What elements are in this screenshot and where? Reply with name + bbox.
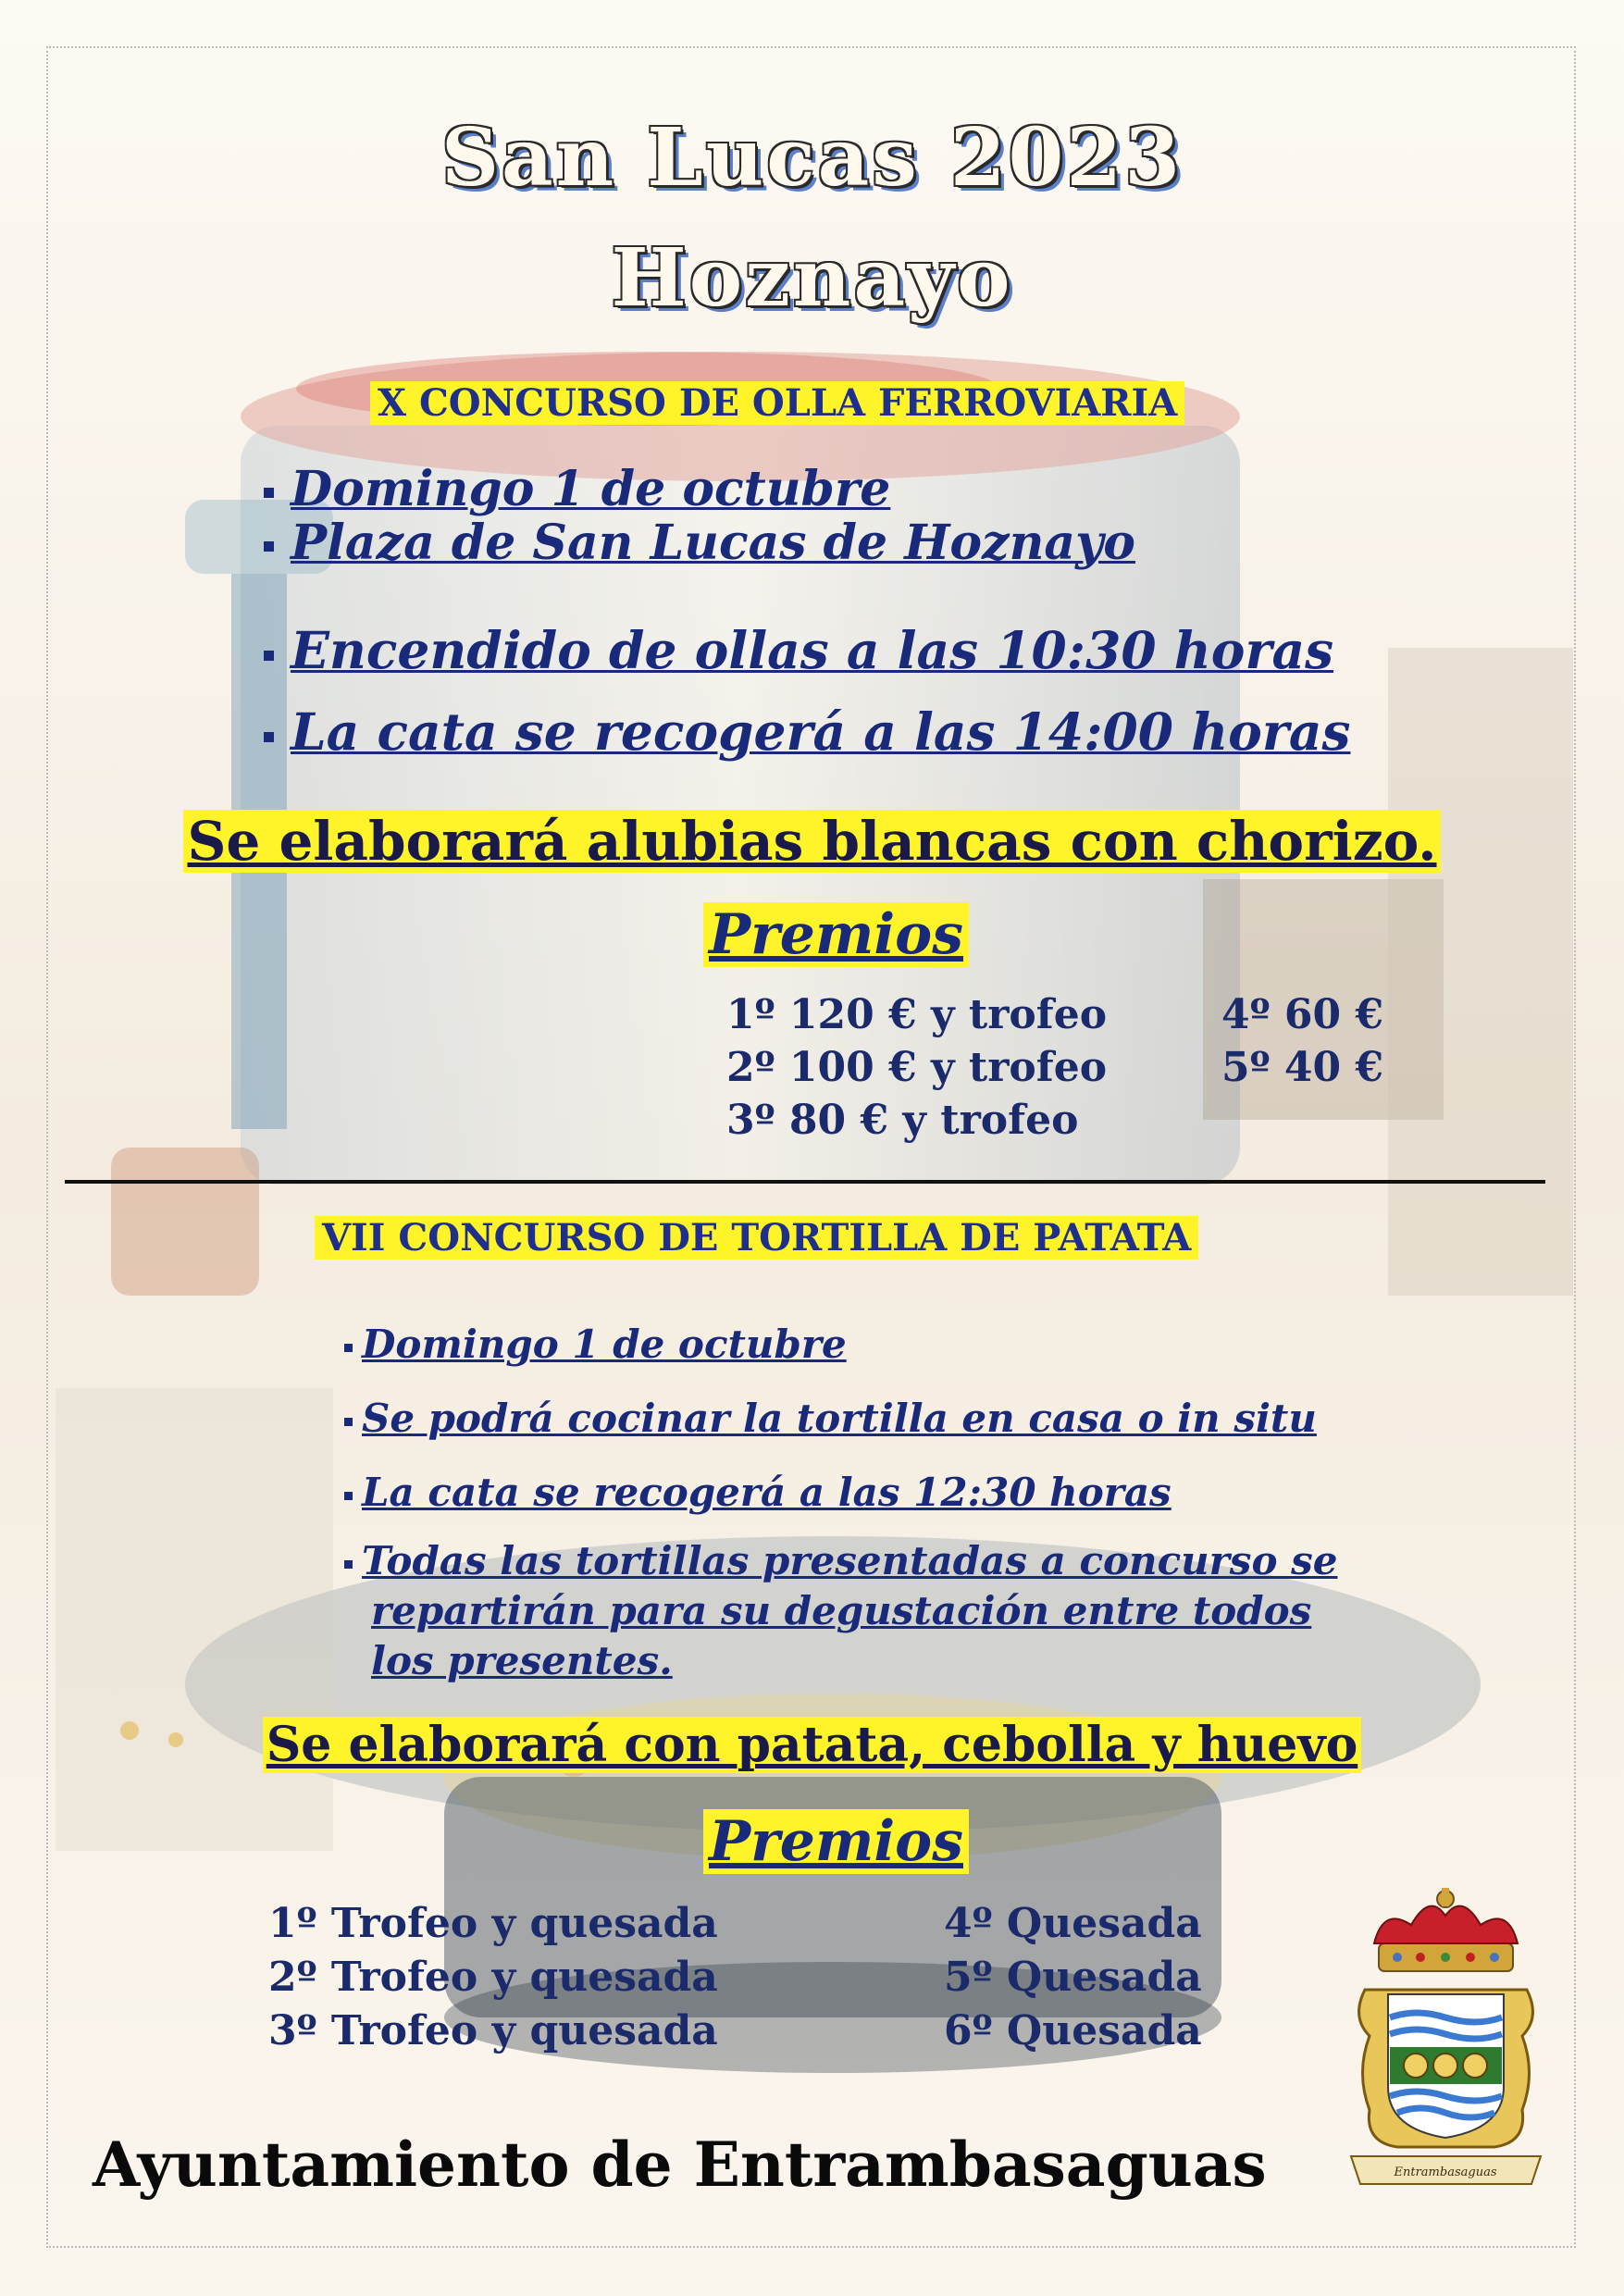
- bullet-square-icon: [344, 1344, 353, 1352]
- tortilla-prizes-col2: [944, 1897, 1202, 2058]
- bullet-square-icon: [264, 732, 274, 742]
- title-line-1: San Lucas 2023: [440, 111, 1184, 205]
- bullet-square-icon: [264, 651, 274, 661]
- olla-prizes-col1: [726, 988, 1107, 1147]
- bullet-square-icon: [344, 1560, 353, 1569]
- prize-item: 3º Trofeo y quesada: [268, 2007, 718, 2054]
- bullet-square-icon: [344, 1418, 353, 1426]
- tortilla-bullet-long: Todas las tortillas presentadas a concurso se repartirán para su degustación entre todos los presentes.: [344, 1536, 1337, 1686]
- olla-heading: [370, 381, 1184, 425]
- crest-label: Entrambasaguas: [1394, 2166, 1497, 2179]
- tortilla-bullet: Domingo 1 de octubre: [344, 1322, 847, 1367]
- prize-item: 3º 80 € y trofeo: [726, 1097, 1079, 1144]
- olla-premios-title: Premios: [703, 902, 969, 967]
- bullet-square-icon: [264, 488, 274, 498]
- olla-bullet: Plaza de San Lucas de Hoznayo: [264, 516, 1135, 570]
- organizer-name: Ayuntamiento de Entrambasaguas: [93, 2128, 1267, 2201]
- title-line-2: Hoznayo: [611, 231, 1013, 325]
- prize-item: 4º Quesada: [944, 1900, 1202, 1947]
- prize-item: 4º 60 €: [1221, 991, 1384, 1038]
- entrambasaguas-crest-icon: [1346, 1888, 1545, 2193]
- olla-bullets: [264, 463, 1135, 570]
- prize-item: 1º Trofeo y quesada: [268, 1900, 718, 1947]
- prize-item: 2º Trofeo y quesada: [268, 1954, 718, 2001]
- tortilla-heading: [315, 1216, 1198, 1260]
- prize-item: 6º Quesada: [944, 2007, 1202, 2054]
- olla-dish: Se elaborará alubias blancas con chorizo.: [0, 810, 1624, 873]
- bullet-square-icon: [264, 541, 274, 552]
- olla-prizes-col2: [1221, 988, 1383, 1094]
- prize-item: 5º Quesada: [944, 1954, 1202, 2001]
- section-divider: [65, 1180, 1545, 1184]
- prize-item: 2º 100 € y trofeo: [726, 1044, 1108, 1091]
- tortilla-prizes-col1: [268, 1897, 718, 2058]
- tortilla-bullet: Se podrá cocinar la tortilla en casa o in situ: [344, 1396, 1317, 1441]
- tortilla-bullet: La cata se recogerá a las 12:30 horas: [344, 1470, 1172, 1515]
- olla-bullet: Domingo 1 de octubre: [264, 463, 1135, 516]
- prize-item: 5º 40 €: [1221, 1044, 1384, 1091]
- olla-heading-text: X CONCURSO DE OLLA FERROVIARIA: [370, 381, 1184, 425]
- olla-bullet: Encendido de ollas a las 10:30 horas: [264, 620, 1333, 680]
- tortilla-heading-text: VII CONCURSO DE TORTILLA DE PATATA: [315, 1216, 1198, 1260]
- prize-item: 1º 120 € y trofeo: [726, 991, 1108, 1038]
- tortilla-dish: Se elaborará con patata, cebolla y huevo: [0, 1717, 1624, 1773]
- tortilla-premios-title: Premios: [703, 1809, 969, 1874]
- olla-bullet: La cata se recogerá a las 14:00 horas: [264, 701, 1350, 762]
- bullet-square-icon: [344, 1492, 353, 1500]
